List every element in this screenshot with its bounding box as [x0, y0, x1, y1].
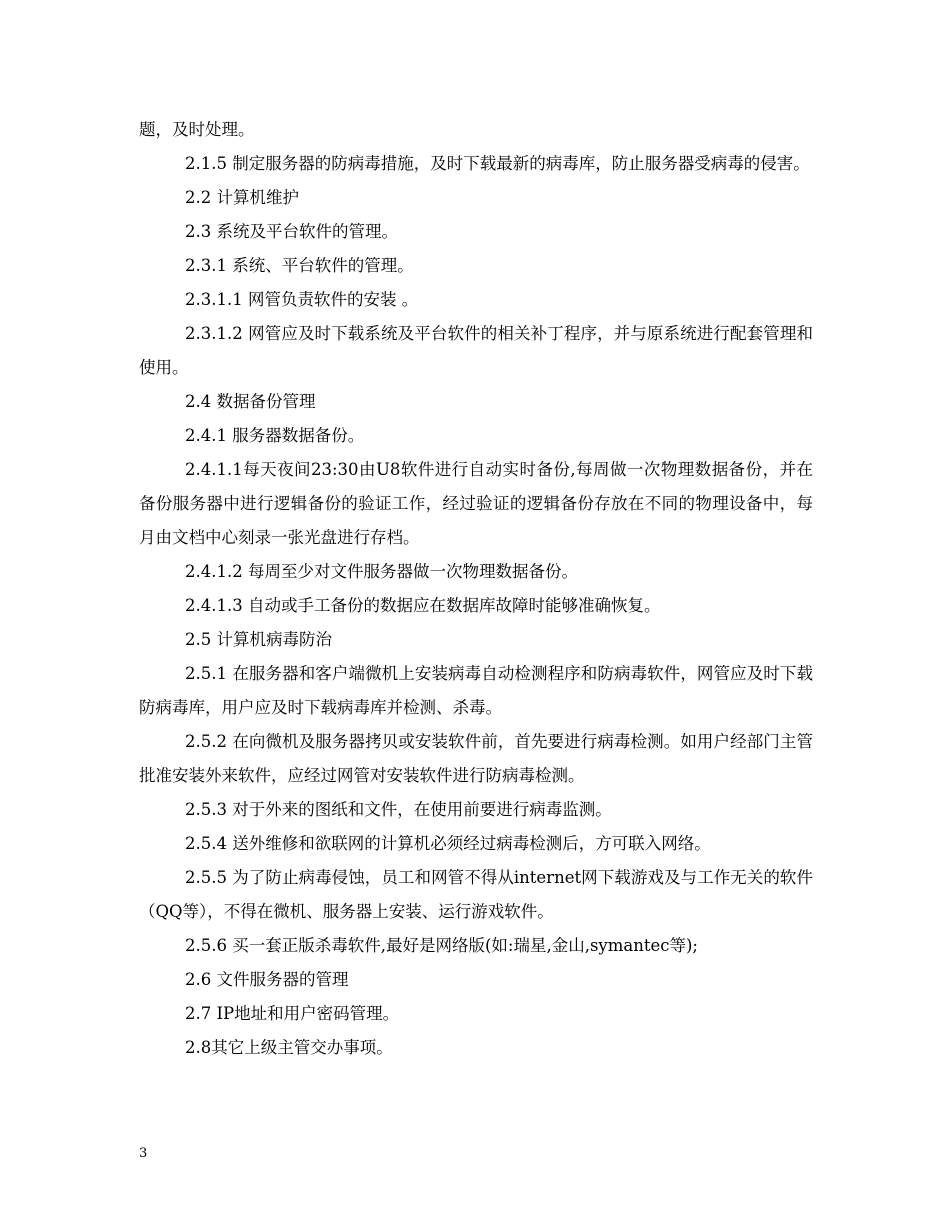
paragraph: 2.5.2 在向微机及服务器拷贝或安装软件前，首先要进行病毒检测。如用户经部门主管批准安装外来软件，应经过网管对安装软件进行防病毒检测。 — [139, 732, 813, 785]
paragraph: 2.7 IP地址和用户密码管理。 — [185, 1004, 400, 1023]
paragraph: 2.2 计算机维护 — [185, 188, 299, 207]
paragraph: 2.3.1 系统、平台软件的管理。 — [185, 256, 414, 275]
paragraph: 2.5.5 为了防止病毒侵蚀，员工和网管不得从internet网下载游戏及与工作无关的软件（QQ等），不得在微机、服务器上安装、运行游戏软件。 — [139, 868, 813, 921]
paragraph: 2.4.1.2 每周至少对文件服务器做一次物理数据备份。 — [185, 562, 578, 581]
paragraph: 2.3.1.2 网管应及时下载系统及平台软件的相关补丁程序，并与原系统进行配套管理和使用。 — [139, 324, 813, 377]
paragraph: 2.4.1 服务器数据备份。 — [185, 426, 365, 445]
paragraph: 2.5.3 对于外来的图纸和文件，在使用前要进行病毒监测。 — [185, 800, 612, 819]
document-body — [139, 113, 813, 1065]
paragraph: 2.4.1.3 自动或手工备份的数据应在数据库故障时能够准确恢复。 — [185, 596, 661, 615]
paragraph: 2.6 文件服务器的管理 — [185, 970, 349, 989]
paragraph: 2.5.6 买一套正版杀毒软件,最好是网络版(如:瑞星,金山,symantec等); — [185, 936, 698, 955]
paragraph: 题，及时处理。 — [139, 120, 255, 139]
paragraph: 2.4 数据备份管理 — [185, 392, 316, 411]
page-number: 3 — [139, 1146, 148, 1161]
paragraph: 2.5.4 送外维修和欲联网的计算机必须经过病毒检测后，方可联入网络。 — [185, 834, 711, 853]
paragraph: 2.5 计算机病毒防治 — [185, 630, 332, 649]
paragraph: 2.3.1.1 网管负责软件的安装 。 — [185, 290, 419, 309]
paragraph: 2.1.5 制定服务器的防病毒措施，及时下载最新的病毒库，防止服务器受病毒的侵害。 — [185, 154, 810, 173]
paragraph: 2.8其它上级主管交办事项。 — [185, 1038, 393, 1057]
paragraph: 2.5.1 在服务器和客户端微机上安装病毒自动检测程序和防病毒软件，网管应及时下载防病毒库，用户应及时下载病毒库并检测、杀毒。 — [139, 664, 813, 717]
paragraph: 2.4.1.1每天夜间23:30由U8软件进行自动实时备份,每周做一次物理数据备份，并在备份服务器中进行逻辑备份的验证工作，经过验证的逻辑备份存放在不同的物理设备中，每月由文档中心刻录一张光盘进行存档。 — [139, 460, 813, 547]
paragraph: 2.3 系统及平台软件的管理。 — [185, 222, 398, 241]
